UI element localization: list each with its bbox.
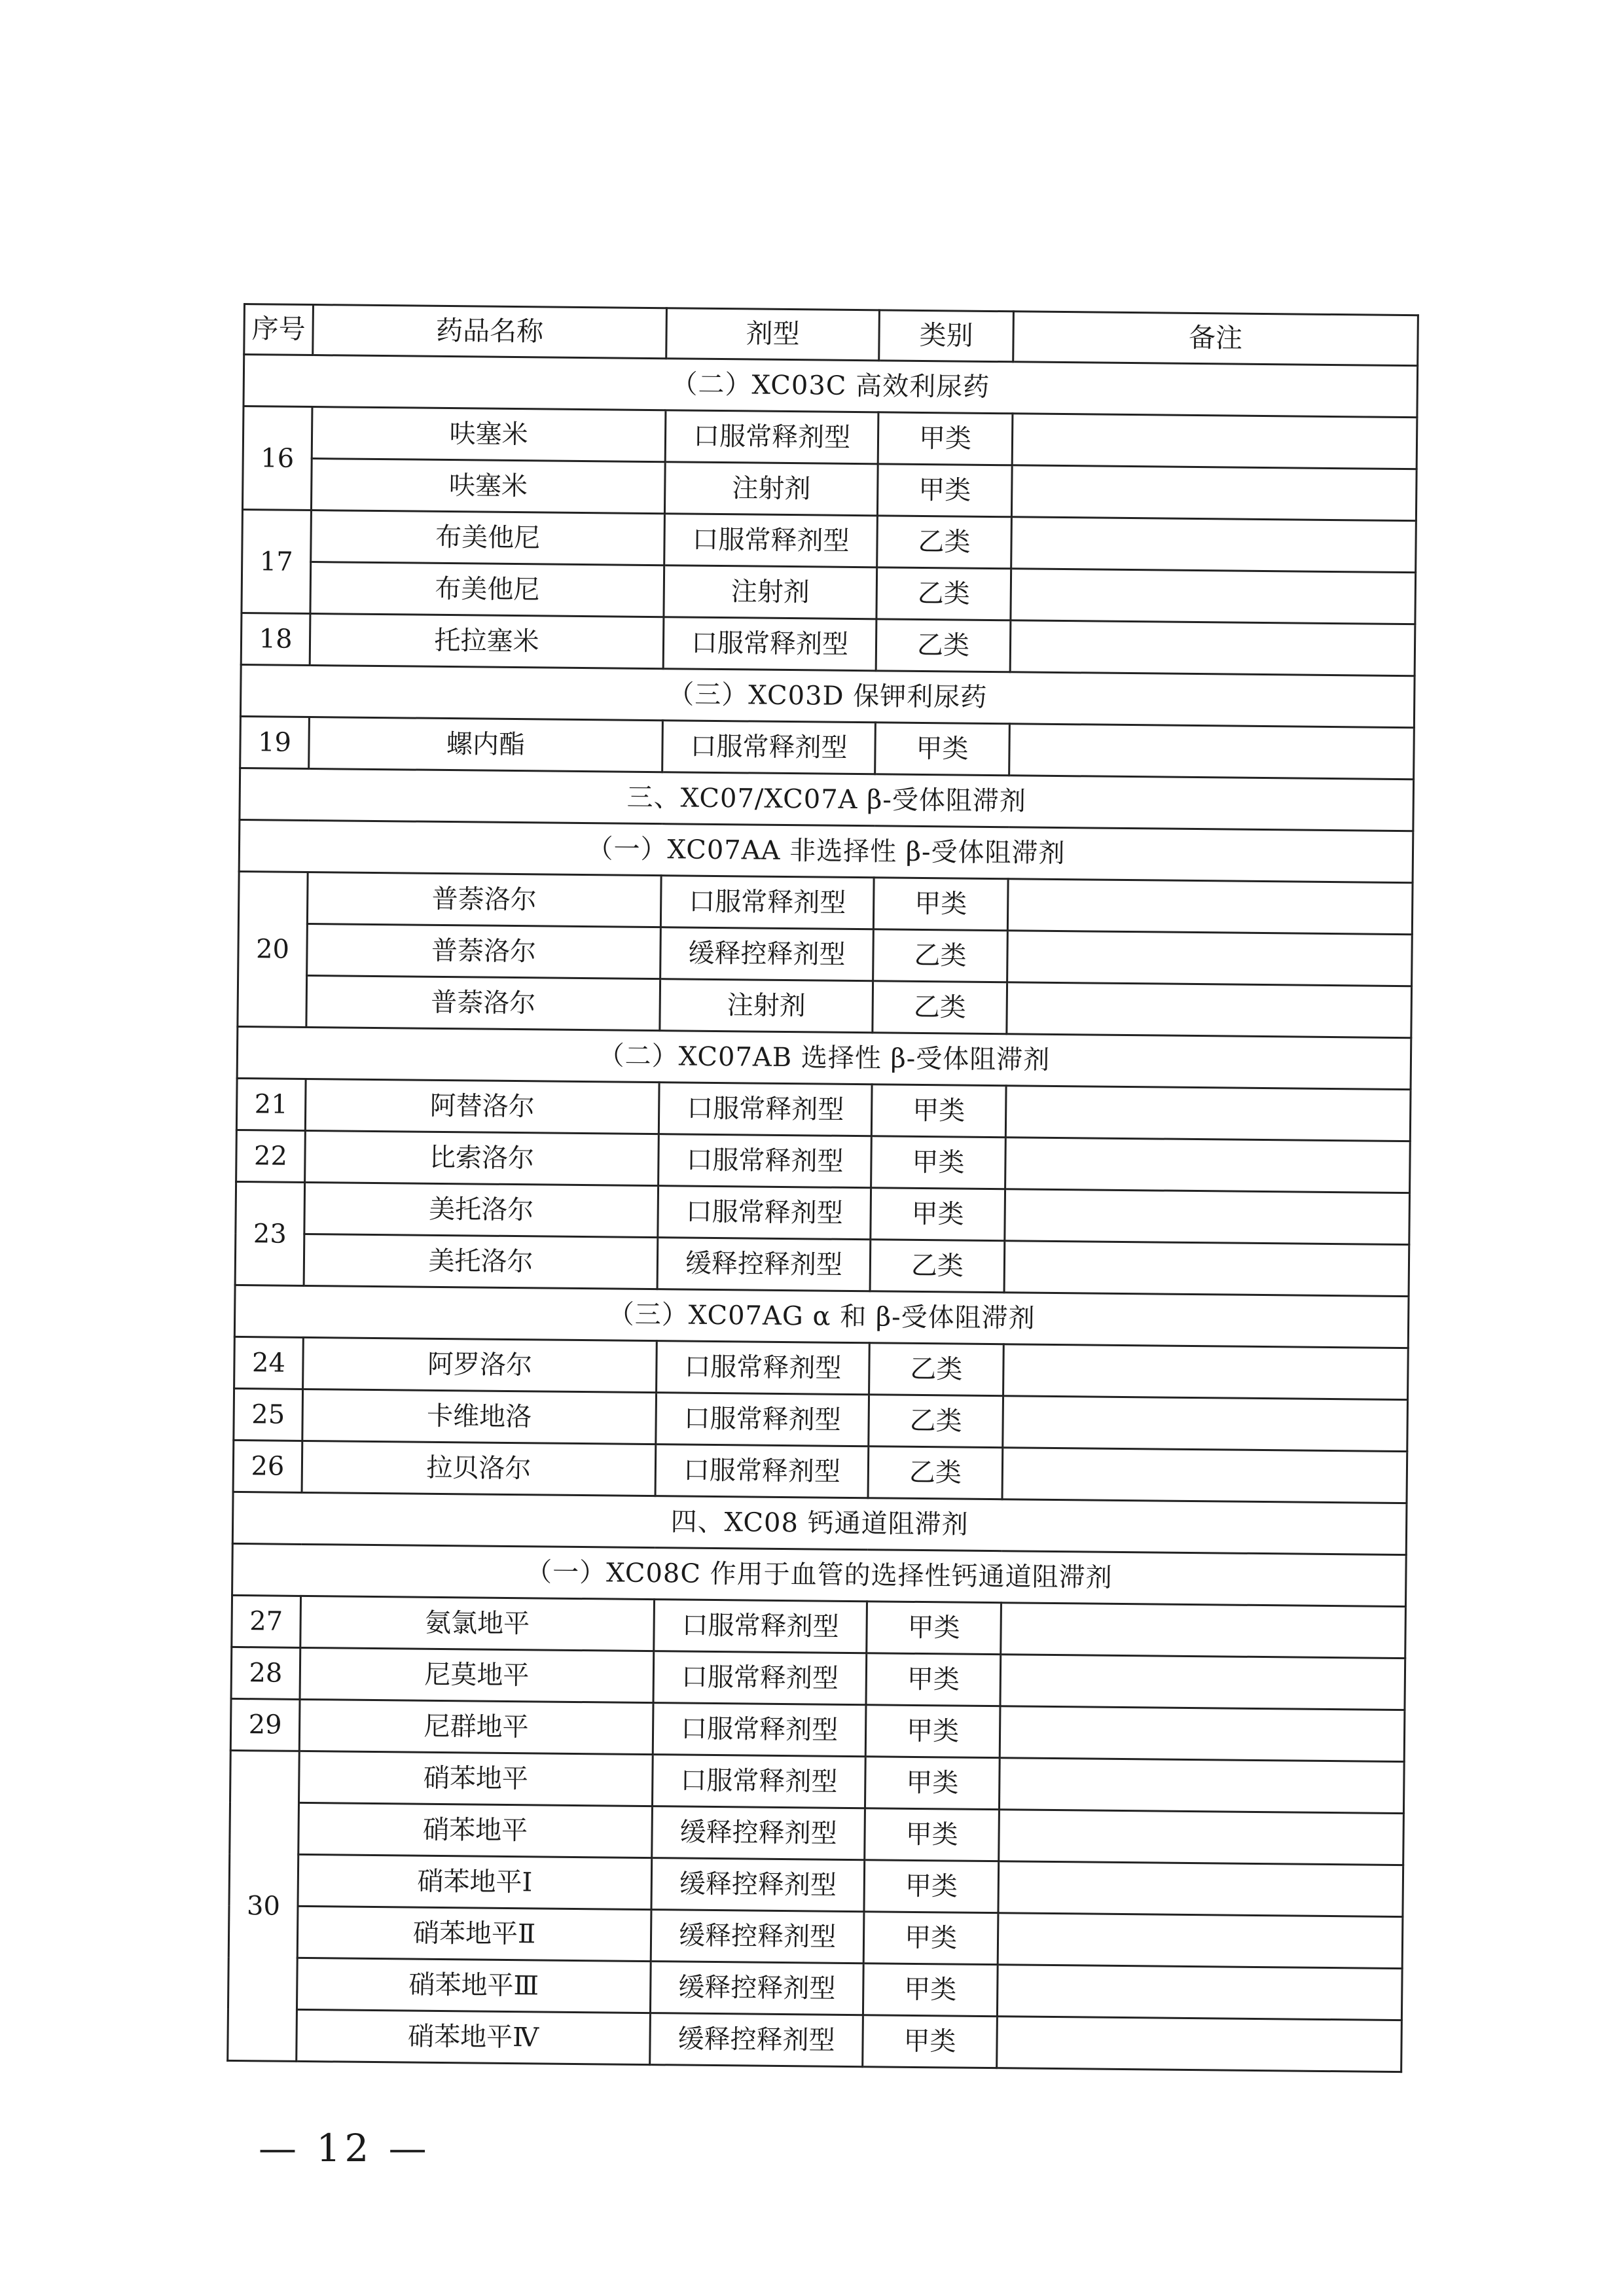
drug-name-cell: 布美他尼 (310, 562, 664, 617)
remarks-cell (1000, 1706, 1405, 1762)
dosage-form-cell: 缓释控释剂型 (650, 1962, 863, 2015)
category-cell: 乙类 (868, 1446, 1003, 1499)
remarks-cell (1004, 1241, 1409, 1297)
drug-name-cell: 比索洛尔 (305, 1130, 659, 1185)
drug-name-cell: 尼莫地平 (300, 1647, 654, 1702)
drug-name-cell: 托拉塞米 (310, 614, 664, 669)
remarks-cell (1001, 1603, 1406, 1659)
header-drug-name: 药品名称 (313, 305, 667, 359)
remarks-cell (997, 1965, 1402, 2020)
dosage-form-cell: 注射剂 (660, 979, 873, 1033)
remarks-cell (1010, 620, 1415, 676)
remarks-cell (1007, 982, 1412, 1038)
dosage-form-cell: 口服常释剂型 (665, 410, 878, 464)
row-index: 29 (230, 1698, 300, 1751)
dosage-form-cell: 口服常释剂型 (663, 617, 876, 671)
category-cell: 甲类 (863, 2015, 998, 2068)
row-index: 17 (242, 509, 312, 613)
category-cell: 甲类 (871, 1136, 1006, 1189)
remarks-cell (1012, 414, 1417, 469)
category-cell: 甲类 (873, 878, 1008, 931)
section-heading: （三）XC07AG α 和 β-受体阻滞剂 (234, 1285, 1409, 1348)
drug-name-cell: 普萘洛尔 (307, 872, 661, 927)
category-cell: 甲类 (865, 1705, 1000, 1758)
remarks-cell (998, 1913, 1403, 1969)
drug-name-cell: 氨氯地平 (300, 1596, 655, 1651)
remarks-cell (999, 1810, 1404, 1865)
header-remarks: 备注 (1013, 312, 1418, 366)
row-index: 24 (234, 1336, 304, 1389)
dosage-form-cell: 口服常释剂型 (664, 514, 878, 567)
row-index: 16 (242, 406, 312, 511)
dosage-form-cell: 口服常释剂型 (660, 876, 874, 929)
dosage-form-cell: 口服常释剂型 (653, 1651, 867, 1705)
drug-name-cell: 美托洛尔 (304, 1234, 658, 1289)
row-index: 21 (236, 1078, 306, 1130)
drug-name-cell: 呋塞米 (312, 407, 666, 462)
dosage-form-cell: 缓释控释剂型 (651, 1910, 864, 1964)
section-heading: （二）XC07AB 选择性 β-受体阻滞剂 (237, 1026, 1411, 1089)
dosage-form-cell: 缓释控释剂型 (652, 1806, 865, 1860)
category-cell: 甲类 (866, 1653, 1001, 1706)
drug-name-cell: 呋塞米 (311, 459, 665, 514)
row-index: 26 (233, 1440, 302, 1492)
header-category: 类别 (879, 310, 1014, 362)
row-index: 30 (228, 1750, 300, 2061)
drug-name-cell: 硝苯地平Ⅰ (298, 1854, 652, 1909)
row-index: 18 (241, 613, 310, 665)
category-cell: 乙类 (873, 981, 1007, 1034)
table-row (228, 2009, 1402, 2072)
drug-name-cell: 硝苯地平Ⅱ (297, 1906, 651, 1961)
drug-name-cell: 布美他尼 (311, 511, 665, 565)
drug-name-cell: 普萘洛尔 (307, 924, 661, 978)
dosage-form-cell: 口服常释剂型 (659, 1083, 872, 1136)
drug-name-cell: 硝苯地平Ⅲ (297, 1958, 651, 2013)
row-index: 25 (234, 1388, 303, 1441)
section-heading: （一）XC08C 作用于血管的选择性钙通道阻滞剂 (232, 1543, 1407, 1606)
remarks-cell (1009, 724, 1415, 780)
category-cell: 甲类 (871, 1188, 1005, 1241)
category-cell: 乙类 (869, 1343, 1004, 1396)
remarks-cell (1007, 879, 1413, 935)
row-index: 19 (240, 716, 310, 768)
remarks-cell (1011, 569, 1416, 624)
category-cell: 甲类 (867, 1602, 1001, 1655)
category-cell: 甲类 (878, 412, 1013, 465)
dosage-form-cell: 注射剂 (664, 462, 878, 516)
dosage-form-cell: 口服常释剂型 (662, 721, 876, 774)
remarks-cell (1005, 1086, 1411, 1141)
category-cell: 甲类 (865, 1757, 1000, 1810)
header-dosage-form: 剂型 (666, 308, 880, 361)
drug-name-cell: 美托洛尔 (304, 1182, 659, 1237)
section-heading: （二）XC03C 高效利尿药 (244, 355, 1418, 418)
drug-name-cell: 拉贝洛尔 (302, 1441, 656, 1496)
drug-name-cell: 硝苯地平 (299, 1751, 653, 1806)
row-index: 22 (236, 1130, 306, 1182)
row-index: 28 (231, 1647, 300, 1699)
remarks-cell (1011, 465, 1416, 521)
category-cell: 乙类 (876, 567, 1011, 620)
category-cell: 甲类 (871, 1085, 1006, 1138)
category-cell: 甲类 (863, 1964, 998, 2017)
remarks-cell (1003, 1396, 1408, 1452)
section-heading: （三）XC03D 保钾利尿药 (240, 664, 1415, 727)
category-cell: 乙类 (869, 1395, 1003, 1448)
dosage-form-cell: 缓释控释剂型 (651, 1858, 865, 1912)
page-number: — 12 — (259, 2126, 431, 2170)
drug-name-cell: 硝苯地平Ⅳ (297, 2009, 651, 2064)
row-index: 20 (238, 871, 308, 1027)
row-index: 23 (235, 1181, 305, 1285)
dosage-form-cell: 口服常释剂型 (659, 1134, 872, 1188)
dosage-form-cell: 注射剂 (664, 565, 877, 619)
dosage-form-cell: 口服常释剂型 (658, 1186, 871, 1240)
remarks-cell (1007, 931, 1413, 986)
remarks-cell (1000, 1655, 1405, 1710)
dosage-form-cell: 口服常释剂型 (654, 1600, 867, 1653)
dosage-form-cell: 口服常释剂型 (655, 1444, 869, 1498)
remarks-cell (998, 1861, 1403, 1917)
remarks-cell (1005, 1189, 1410, 1245)
dosage-form-cell: 口服常释剂型 (656, 1393, 869, 1446)
drug-name-cell: 卡维地洛 (302, 1389, 657, 1444)
category-cell: 乙类 (877, 516, 1012, 569)
category-cell: 甲类 (864, 1860, 999, 1913)
category-cell: 甲类 (863, 1912, 998, 1965)
drug-name-cell: 尼群地平 (299, 1699, 653, 1754)
drug-name-cell: 螺内酯 (309, 717, 663, 772)
drug-name-cell: 阿替洛尔 (305, 1079, 659, 1134)
section-heading: 四、XC08 钙通道阻滞剂 (232, 1492, 1407, 1554)
remarks-cell (999, 1758, 1404, 1814)
dosage-form-cell: 口服常释剂型 (653, 1703, 866, 1757)
category-cell: 乙类 (873, 929, 1008, 982)
drug-name-cell: 硝苯地平 (298, 1803, 653, 1857)
table-body (228, 355, 1418, 2072)
dosage-form-cell: 缓释控释剂型 (657, 1238, 871, 1291)
category-cell: 乙类 (876, 619, 1011, 672)
category-cell: 乙类 (870, 1240, 1005, 1293)
header-index: 序号 (244, 304, 314, 355)
drug-name-cell: 阿罗洛尔 (303, 1337, 657, 1392)
remarks-cell (997, 2017, 1402, 2072)
dosage-form-cell: 缓释控释剂型 (650, 2013, 863, 2067)
remarks-cell (1005, 1138, 1411, 1193)
row-index: 27 (232, 1595, 301, 1647)
section-heading: （一）XC07AA 非选择性 β-受体阻滞剂 (239, 819, 1413, 882)
dosage-form-cell: 口服常释剂型 (652, 1755, 865, 1808)
category-cell: 甲类 (865, 1808, 1000, 1861)
remarks-cell (1011, 517, 1416, 573)
drug-name-cell: 普萘洛尔 (306, 975, 660, 1030)
category-cell: 甲类 (877, 464, 1012, 517)
dosage-form-cell: 口服常释剂型 (657, 1341, 870, 1395)
remarks-cell (1003, 1344, 1409, 1400)
category-cell: 甲类 (875, 723, 1010, 776)
drug-list-table (226, 303, 1419, 2073)
section-heading: 三、XC07/XC07A β-受体阻滞剂 (240, 768, 1414, 831)
remarks-cell (1002, 1448, 1407, 1503)
dosage-form-cell: 缓释控释剂型 (660, 927, 874, 981)
